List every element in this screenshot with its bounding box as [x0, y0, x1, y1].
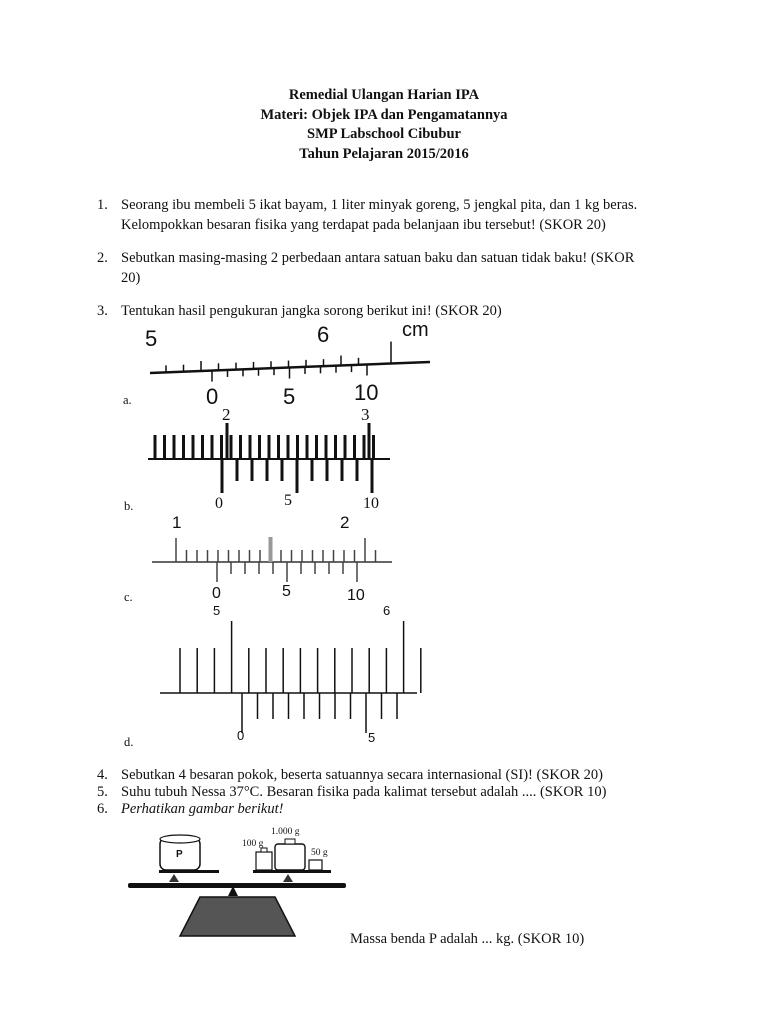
- balance-base: [180, 897, 295, 936]
- weight-100g-label: 100 g: [242, 839, 264, 849]
- caliper-vernier-label: 5: [284, 492, 292, 509]
- caliper-vernier-label: 10: [354, 380, 379, 405]
- caliper-c-figure: [150, 510, 395, 604]
- header-subject: Materi: Objek IPA dan Pengamatannya: [260, 106, 508, 123]
- caliper-vernier-label: 0: [212, 585, 221, 602]
- weight-1000g-label: 1.000 g: [271, 827, 300, 837]
- question-text: Suhu tubuh Nessa 37°C. Besaran fisika pada kalimat tersebut adalah .... (SKOR 10): [121, 784, 607, 800]
- weight-1000g: [275, 844, 305, 870]
- header-title: Remedial Ulangan Harian IPA: [288, 87, 480, 103]
- weight-100g: [256, 852, 272, 870]
- question-number: 6.: [97, 801, 108, 817]
- caliper-main-label: 2: [222, 405, 231, 424]
- caliper-vernier-label: 0: [206, 384, 219, 409]
- caliper-d-label: d.: [124, 735, 134, 749]
- caliper-unit-label: cm: [402, 319, 429, 341]
- weight-50g: [309, 860, 322, 870]
- caliper-vernier-label: 5: [282, 583, 291, 600]
- caliper-vernier-label: 10: [363, 495, 379, 511]
- question-text: Sebutkan 4 besaran pokok, beserta satuannya secara internasional (SI)! (SKOR 20): [121, 767, 603, 783]
- caliper-vernier-label: 5: [368, 730, 376, 745]
- question-text: Tentukan hasil pengukuran jangka sorong berikut ini! (SKOR 20): [121, 303, 502, 319]
- caliper-b-figure: [145, 405, 395, 511]
- header-school: SMP Labschool Cibubur: [307, 126, 461, 142]
- caliper-vernier-label: 0: [215, 495, 223, 511]
- balance-left-support: [169, 874, 179, 882]
- question-6-caption: Massa benda P adalah ... kg. (SKOR 10): [350, 931, 585, 947]
- caliper-c-label: c.: [124, 590, 133, 604]
- balance-figure: [125, 822, 350, 940]
- caliper-vernier-label: 10: [347, 587, 365, 604]
- object-p-label: P: [176, 849, 183, 860]
- caliper-main-label: 3: [361, 405, 370, 424]
- question-text: Sebutkan masing-masing 2 perbedaan antara satuan baku dan satuan tidak baku! (SKOR: [121, 250, 635, 266]
- question-number: 4.: [97, 767, 108, 783]
- caliper-main-label: 2: [340, 513, 350, 532]
- question-number: 5.: [97, 784, 108, 800]
- question-number: 2.: [97, 250, 108, 266]
- balance-right-support: [283, 874, 293, 882]
- document-header: [0, 86, 768, 164]
- caliper-a-label: a.: [123, 393, 132, 407]
- caliper-main-label: 1: [172, 513, 182, 532]
- caliper-main-label: 6: [317, 322, 330, 347]
- caliper-a-figure: [140, 318, 440, 410]
- caliper-main-label: 5: [213, 603, 221, 618]
- question-number: 1.: [97, 197, 108, 213]
- caliper-b-label: b.: [124, 499, 134, 513]
- question-text: Perhatikan gambar berikut!: [121, 801, 284, 817]
- question-text: 20): [121, 270, 141, 286]
- weight-50g-label: 50 g: [311, 848, 328, 858]
- caliper-main-label: 5: [145, 326, 158, 351]
- caliper-vernier-label: 0: [237, 728, 245, 743]
- caliper-vernier-label: 5: [283, 384, 296, 409]
- question-number: 3.: [97, 303, 108, 319]
- question-text: Seorang ibu membeli 5 ikat bayam, 1 liter minyak goreng, 5 jengkal pita, dan 1 kg beras.: [121, 197, 638, 213]
- caliper-main-label: 6: [383, 603, 391, 618]
- header-year: Tahun Pelajaran 2015/2016: [299, 145, 469, 162]
- caliper-d-figure: [155, 603, 425, 745]
- balance-beam: [128, 883, 346, 888]
- question-text: Kelompokkan besaran fisika yang terdapat pada belanjaan ibu tersebut! (SKOR 20): [121, 217, 606, 233]
